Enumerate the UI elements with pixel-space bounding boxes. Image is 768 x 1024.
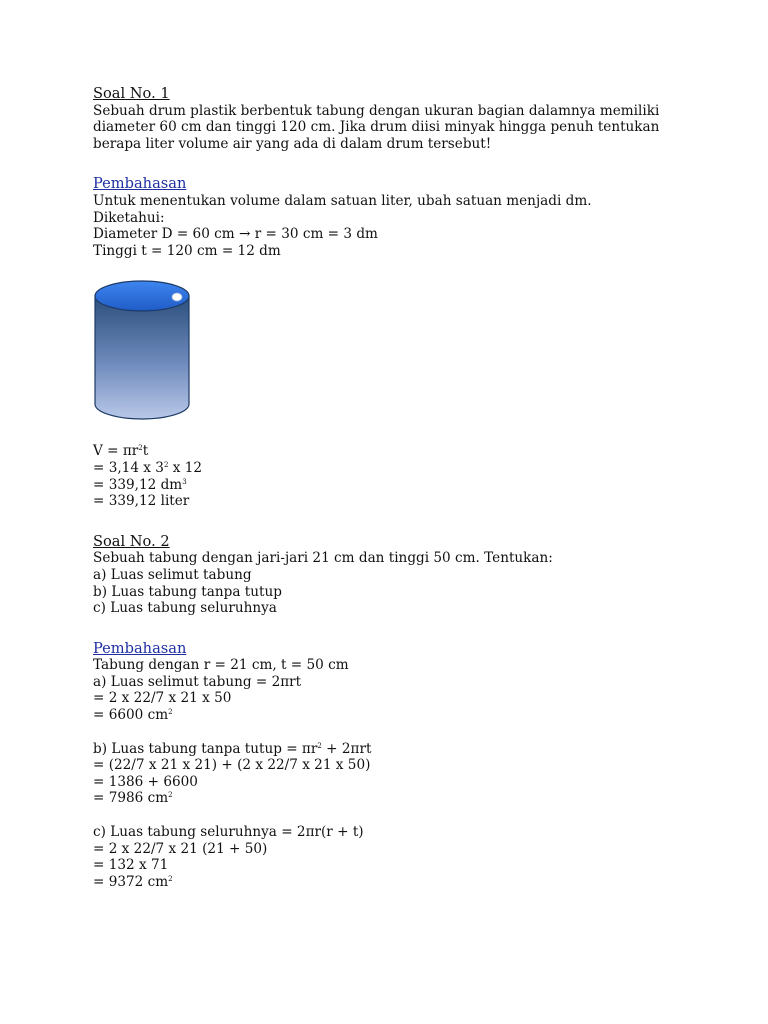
pembahasan-2-line: = 7986 $cm^2$ (93, 790, 173, 807)
calc-line: = 339,12 $dm^3$ (93, 476, 187, 493)
pembahasan-1-heading[interactable]: Pembahasan (93, 175, 187, 193)
pembahasan-2-line: b) Luas tabung tanpa tutup = $\pi r^2 + 2\pi rt$ (93, 740, 372, 757)
soal-2-text-line: a) Luas selimut tabung (93, 566, 252, 583)
calc-line: = 3,14 x $3^2$ x 12 (93, 459, 203, 476)
cylinder-icon (93, 279, 193, 421)
soal-1-heading: Soal No. 1 (93, 85, 170, 102)
pembahasan-2-line: c) Luas tabung seluruhnya = 2πr(r + t) (93, 824, 364, 841)
soal-2-text-line: c) Luas tabung seluruhnya (93, 600, 277, 617)
document-page (93, 86, 733, 890)
pembahasan-2-line: = 9372 $cm^2$ (93, 873, 173, 890)
cylinder-illustration (93, 279, 193, 421)
soal-1-text-line: diameter 60 cm dan tinggi 120 cm. Jika drum diisi minyak hingga penuh tentukan (93, 119, 660, 136)
soal-1-text-line: Sebuah drum plastik berbentuk tabung dengan ukuran bagian dalamnya memiliki (93, 102, 660, 119)
pembahasan-2-line: a) Luas selimut tabung = 2πrt (93, 673, 302, 690)
soal-2-heading: Soal No. 2 (93, 532, 170, 550)
pembahasan-2-line: = 2 x 22/7 x 21 (21 + 50) (93, 840, 268, 857)
pembahasan-2-line: = 132 x 71 (93, 857, 169, 874)
pembahasan-2-heading[interactable]: Pembahasan (93, 639, 187, 657)
pembahasan-2-line: = 1386 + 6600 (93, 773, 198, 790)
pembahasan-1-line: Tinggi t = 120 cm = 12 dm (93, 242, 281, 259)
pembahasan-2-line: = 6600 $cm^2$ (93, 707, 173, 724)
pembahasan-2-line: Tabung dengan r = 21 cm, t = 50 cm (93, 657, 349, 674)
soal-2-text-line: Sebuah tabung dengan jari-jari 21 cm dan tinggi 50 cm. Tentukan: (93, 550, 553, 567)
soal-1-text-line: berapa liter volume air yang ada di dalam drum tersebut! (93, 135, 492, 152)
pembahasan-1-line: Diketahui: (93, 209, 165, 226)
calc-line: = 339,12 liter (93, 493, 190, 510)
pembahasan-2-line: = (22/7 x 21 x 21) + (2 x 22/7 x 21 x 50) (93, 757, 371, 774)
pembahasan-1-line: Untuk menentukan volume dalam satuan liter, ubah satuan menjadi dm. (93, 192, 592, 209)
soal-2-text-line: b) Luas tabung tanpa tutup (93, 583, 282, 600)
calc-line: $V = \pi r^2t$ (93, 443, 149, 460)
pembahasan-1-line: Diameter D = 60 cm → r = 30 cm = 3 dm (93, 226, 378, 243)
pembahasan-2-line: = 2 x 22/7 x 21 x 50 (93, 690, 232, 707)
